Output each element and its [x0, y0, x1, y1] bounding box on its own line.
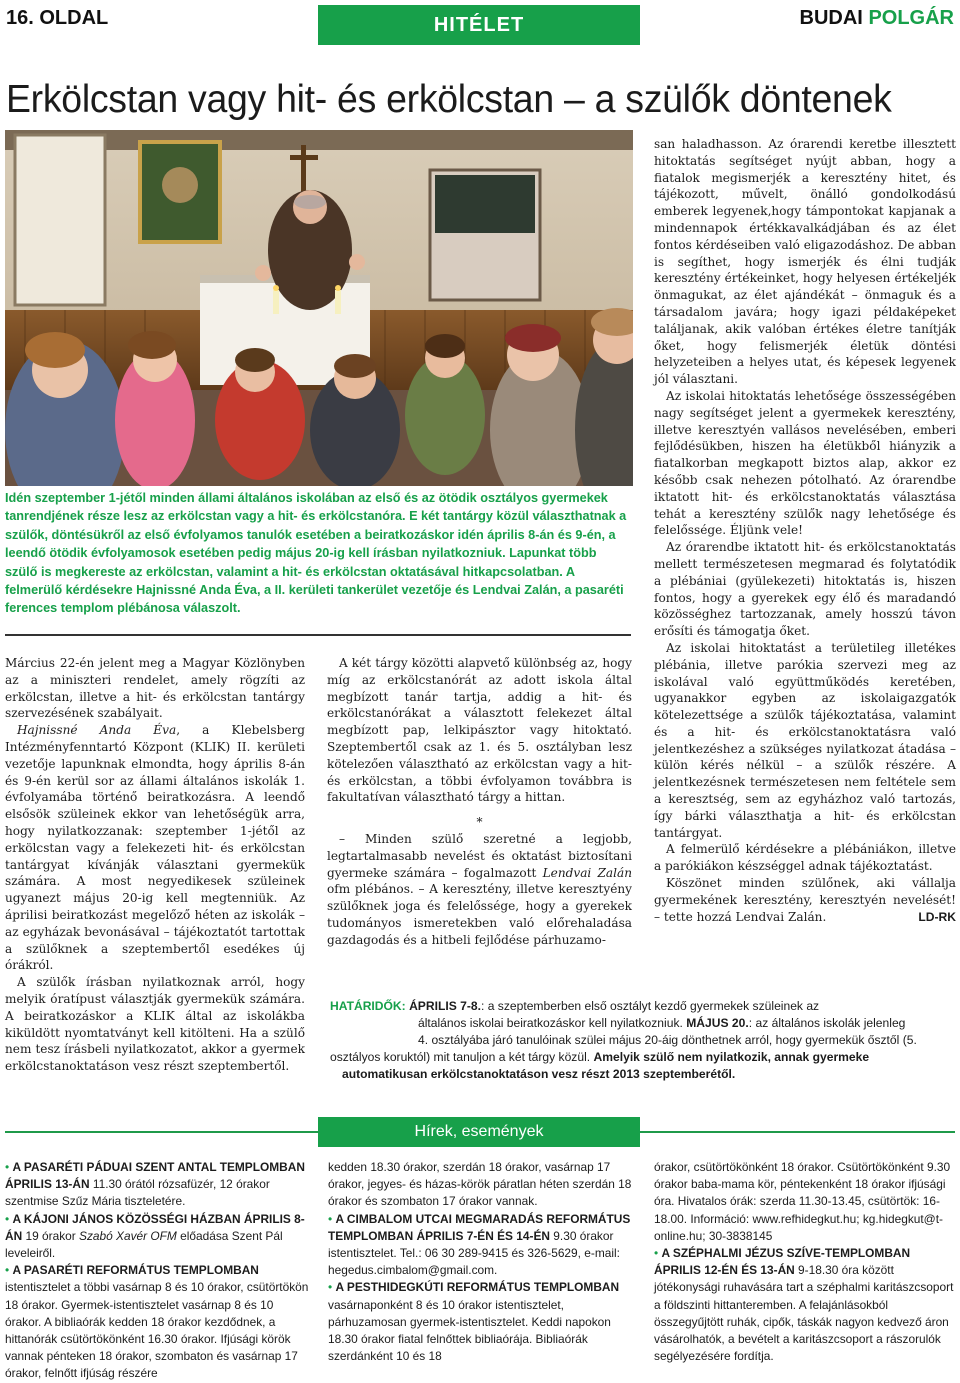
- newspaper-name-a: BUDAI: [799, 7, 863, 29]
- deadline-date-2: MÁJUS 20.: [686, 1016, 749, 1030]
- col2-paragraph-2-a: – Minden szülő szeretné a legjobb, legtartalmasabb nevelést és oktatást biztosítani gyermeke számára – fogalmazott: [327, 831, 632, 880]
- lead-divider: [5, 634, 631, 636]
- col3-paragraph-5: A felmerülő kérdésekre a plébániákon, illetve a parókiákon készséggel adnak tájékoztatást.: [654, 842, 956, 874]
- news-item: [5, 1262, 310, 1382]
- author-signature: LD-RK: [918, 909, 956, 924]
- news-item-heading: A KÁJONI JÁNOS KÖZÖSSÉGI HÁZBAN ÁPRILIS 8-ÁN: [5, 1211, 305, 1243]
- news-item-text: 11.30 órától rózsafüzér, 12 órakor szentmise Szűz Mária tiszteletére.: [5, 1177, 270, 1209]
- deadline-line-3: [330, 1032, 957, 1049]
- news-item-text: 9-18.30 óra között jótékonysági ruhavására tart a széphalmi karitászcsoport a földszinti hittanteremben. A felajánlásokból összegyűjtött ruhák, cipők, táskák nagyon kedvező áron vásárolhatók, a bevételt a karitászcsoport a rászorulók segélyezésére fordítja.: [654, 1263, 954, 1364]
- col3-paragraph-1: san haladhasson. Az órarendi keretbe illesztett hitoktatás segítséget nyújt abban, hogy a fiatalok megismerjék a keresztény hitet, és tájékozott, művelt, önálló gondolkodású emberek legyenek,hogy támpontokat kapjanak a mindennapok értékkavalkádjában és az élet fontos kérdéseiben való eligazodáshoz. De abban is segíthet, hogy ismerjék és élni tudják keresztény értékeinket, hogy helyesen értékeljék önmagukat, az élet ajándékát – önmaguk és a társadalom javára; hogy igazi példaképeket találjanak, akik valóban értékes életre tanítják őket, hogy felismerjék életük döntési helyzeteiben a helyes utat, és képesek legyenek jól választani.: [654, 137, 956, 387]
- deadline-date-1: ÁPRILIS 7-8.: [409, 999, 481, 1013]
- bullet-icon: •: [328, 1211, 333, 1226]
- lead-paragraph: Idén szeptember 1-jétől minden állami általános iskolában az első és az ötödik osztályos gyermekek tanrendjének része lesz az erkölcstan vagy a hit- és erkölcstanóra. E két tantárgy közül választhatnak a szülők, döntésükről az első évfolyamos tanulók esetében a beiratkozáskor idén április 8-án és 9-én, a leendő ötödik évfolyamosok esetében pedig május 20-ig kell írásban nyilatkozniuk. Lapunkat több szülő is megkereste az erkölcstan, valamint a hit- és erkölcstan oktatásával hitkapcsolatban. A felmerülő kérdésekre Hajnissné Anda Éva, a II. kerületi tankerület vezetője és Lendvai Zalán, a pasaréti ferences templom plébánosa válaszolt.: [5, 491, 627, 616]
- news-item-text: előadása Szent Pál leveleiről.: [5, 1228, 283, 1261]
- news-section-header: Hírek, események: [318, 1117, 640, 1147]
- news-column-3: [654, 1159, 956, 1365]
- news-item: [654, 1245, 956, 1365]
- news-column-1: [5, 1159, 310, 1383]
- news-item-heading: A SZÉPHALMI JÉZUS SZÍVE-TEMPLOMBAN ÁPRILIS 12-ÉN ÉS 13-ÁN: [654, 1246, 911, 1278]
- article-column-1: [5, 655, 305, 1075]
- bullet-icon: •: [5, 1160, 10, 1174]
- news-item: [5, 1159, 310, 1211]
- page-number: 16. OLDAL: [6, 7, 109, 29]
- col1-paragraph-2-text: , a Klebelsberg Intézményfenntartó Központ (KLIK) II. kerületi vezetője lapunknak elmondta, hogy április 8-án és 9-én kerül sor az állami általános iskolák 1. évfolyamába történő beiratkozásra. A leendő elsősök szüleinek ekkor van lehetőségük arra, hogy nyilatkozzanak: szeptember 1-jétől az erkölcstan vagy a felekezeti hit- és erkölcstan tantárgyat kívánják választani gyermekük számára. A most negyedikesek szüleinek ugyanezt május 20-ig kell megtenniük. Az áprilisi beiratkozást megelőző héten az iskolák – az egyházak bevonásával – tájékoztatót tartottak a szülőknek a szeptembertől esedékes új órákról.: [5, 723, 306, 973]
- bullet-icon: •: [5, 1263, 10, 1278]
- article-column-2: [327, 655, 632, 949]
- news-item-heading: A PASARÉTI REFORMÁTUS TEMPLOMBAN: [12, 1263, 259, 1278]
- col3-paragraph-6-text: Köszönet minden szülőnek, aki vállalja gyermekének keresztény, keresztyén nevelését! – tette hozzá Lendvai Zalán.: [654, 876, 956, 924]
- news-item: [328, 1211, 633, 1280]
- deadline-line-5: [330, 1066, 957, 1083]
- col2-paragraph-2-b: ofm plébános. – A keresztény, illetve keresztyény szülőknek joga és felelőssége, hogy a gyerekek tudományos ismeretekben való előrehaladása gazdagodás és a hitbeli fejlődése párhuzamo-: [327, 882, 632, 947]
- news-item-text: istentisztelet a többi vasárnap 8 és 10 órakor, csütörtökön 18 órakor. Gyermek-istentisztelet vasárnap 8 és 10 órakor. A bibliaórák kedden 18 órakor kezdődnek, a hittanórák csütörtökönként 16.30 órakor. Ifjúsági körök vannak pénteken 18 órakor, szombaton és vasárnap 17 órakor, felnőtt ifjúság részére: [5, 1280, 309, 1381]
- news-item-text: 19 órakor: [22, 1228, 80, 1243]
- bullet-icon: •: [328, 1280, 333, 1295]
- deadline-label: HATÁRIDŐK:: [330, 999, 406, 1013]
- bullet-icon: •: [5, 1211, 10, 1226]
- col3-paragraph-4: Az iskolai hitoktatást a területileg illetékes plébánia, illetve parókia szervezi meg az iskolával való együttműködés keretében, ugyanakkor egyben az iskolaigazgatók kötelezettsége a szülők tájékoztatása, valamint és a hit- és erkölcstanoktatásra való jelentkezéshez a szükséges nyilatkozat átadása – külön kérés nélkül – a szülők részére. A jelentkezésnek természetesen nem feltétele sem a keresztség, sem az egyházhoz való tartozás, így bárki választhatja a hit- és erkölcstan tantárgyat.: [654, 640, 956, 840]
- article-column-3: [654, 136, 956, 925]
- section-banner: HITÉLET: [318, 5, 640, 45]
- col1-paragraph-1: Március 22-én jelent meg a Magyar Közlönyben az a miniszteri rendelet, amely rögzíti az erkölcstan, illetve a hit- és erkölcstan tantárgy szervezésének szabályait.: [5, 656, 305, 721]
- col3-paragraph-2: Az iskolai hitoktatás lehetősége összességében nagy segítséget jelent a gyermekek keresztény, illetve keresztyén vallásos nevelésében, emberi fejlődésükben, hiszen ha életükből hiányzik a fiatalkorban megkapott biztos alap, akkor ez később csak nehezen pótolható. Az órarendbe iktatott hit- és erkölcstanoktatás választása tehát a keresztény szülők nagy lehetősége és felelőssége. Éljünk vele!: [654, 388, 956, 538]
- col1-paragraph-3: A szülők írásban nyilatkoznak arról, hogy melyik óratípust választják gyermekük számára. A beiratkozáskor a KLIK által az iskolákba kiküldött nyomtatványt kell kitölteni. Ha a szülő nem tesz írásbeli nyilatkozatot, akkor a gyermek erkölcstanoktatáson vesz részt szeptembertől.: [5, 975, 305, 1074]
- news-item-heading: A PASARÉTI PÁDUAI SZENT ANTAL TEMPLOMBAN ÁPRILIS 13-ÁN: [5, 1160, 305, 1192]
- bullet-icon: •: [654, 1246, 659, 1261]
- page-header: [0, 0, 960, 48]
- newspaper-name-b: POLGÁR: [868, 7, 954, 29]
- news-item-heading: A CIMBALOM UTCAI MEGMARADÁS REFORMÁTUS TEMPLOMBAN ÁPRILIS 7-ÉN ÉS 14-ÉN: [328, 1211, 631, 1243]
- news-item: [328, 1279, 633, 1365]
- news-item-continued: kedden 18.30 órakor, szerdán 18 órakor, vasárnap 17 órakor, jegyes- és házas-körök páratlan héten szerdán 18 órakor és szombaton 17 órakor vannak.: [328, 1160, 632, 1209]
- news-item: [5, 1211, 310, 1263]
- priest-name: Lendvai Zalán: [542, 865, 632, 880]
- article-photo: [5, 130, 633, 486]
- speaker-name: Szabó Xavér OFM: [79, 1228, 177, 1243]
- news-column-2: [328, 1159, 633, 1365]
- deadline-text-2: általános iskolai beiratkozáskor kell nyilatkozniuk.: [418, 1016, 683, 1030]
- col3-paragraph-3: Az órarendbe iktatott hit- és erkölcstanoktatás mellett természetesen megmarad és folytatódik a plébániai (gyülekezeti) hitoktatás is, hiszen fontos, hogy a gyerekek egy élő és maradandó közösséghez tartozzanak, amely hosszú távon erősíti és támogatja őket.: [654, 540, 956, 639]
- deadline-text-4: osztályos koruktól) mit tanuljon a két tárgy közül.: [330, 1050, 591, 1064]
- news-item-text: vasárnaponként 8 és 10 órakor istentisztelet, párhuzamosan gyermek-istentisztelet. Keddi napokon 18.30 órakor fiatal felnőttek bibliaórája. Bibliaórák szerdánként 10 és 18: [328, 1297, 611, 1364]
- col2-paragraph-1: A két tárgy közötti alapvető különbség az, hogy míg az erkölcstanórát az adott iskola által megbízott tanár tartja, addig a hit- és erkölcstanórákat a választott felekezet által megbízott pap, lelkipásztor vagy hitoktató. Szeptembertől csak az 1. és 5. osztályban lesz kötelezően választható az erkölcstan vagy a hit- és erkölcstan, a többi évfolyamon továbbra is fakultatívan választható tárgy a hittan.: [327, 656, 632, 805]
- deadline-text-2c: : az általános iskolák jelenleg: [748, 1016, 906, 1030]
- deadline-text-1: : a szeptemberben első osztályt kezdő gyermekek szüleinek az: [480, 999, 820, 1013]
- deadline-note-2: automatikusan erkölcstanoktatáson vesz részt 2013 szeptemberétől.: [342, 1067, 736, 1081]
- news-item-text: 9.30 órakor istentisztelet. Tel.: 06 30 289-9415 és 326-5629, e-mail: hegedus.cimbalom@gmail.com.: [328, 1228, 620, 1278]
- news-item-heading: A PESTHIDEGKÚTI REFORMÁTUS TEMPLOMBAN: [335, 1280, 620, 1295]
- col3-paragraph-6: [654, 875, 956, 925]
- deadline-line-1: [330, 998, 957, 1015]
- newspaper-name: [800, 7, 954, 30]
- deadline-box: [330, 998, 957, 1083]
- col1-paragraph-2: [5, 722, 305, 974]
- section-separator-star: *: [476, 815, 483, 830]
- interviewee-name: Hajnissné Anda Éva: [17, 723, 177, 738]
- classroom-photo: [5, 130, 633, 486]
- deadline-line-2: [330, 1015, 957, 1032]
- news-item-continued: órakor, csütörtökönként 18 órakor. Csütörtökönként 9.30 órakor baba-mama kör, péntekenként 18 órakor ifjúsági óra. Hivatalos órák: szerda 11.30-13.45, csütörtök: 16-18.00. Információ: www.refhidegkut.hu; kg.hidegkut@t-online.hu; 30-3838145: [654, 1160, 951, 1243]
- deadline-line-4: [330, 1049, 957, 1066]
- article-headline: Erkölcstan vagy hit- és erkölcstan – a szülők döntenek: [6, 78, 892, 121]
- deadline-note: Amelyik szülő nem nyilatkozik, annak gyermeke: [593, 1050, 870, 1064]
- col2-paragraph-2: [327, 831, 632, 949]
- deadline-text-3: 4. osztályába járó tanulóinak szülei május 20-áig dönthetnek arról, hogy gyermekük ősztől (5.: [418, 1033, 917, 1047]
